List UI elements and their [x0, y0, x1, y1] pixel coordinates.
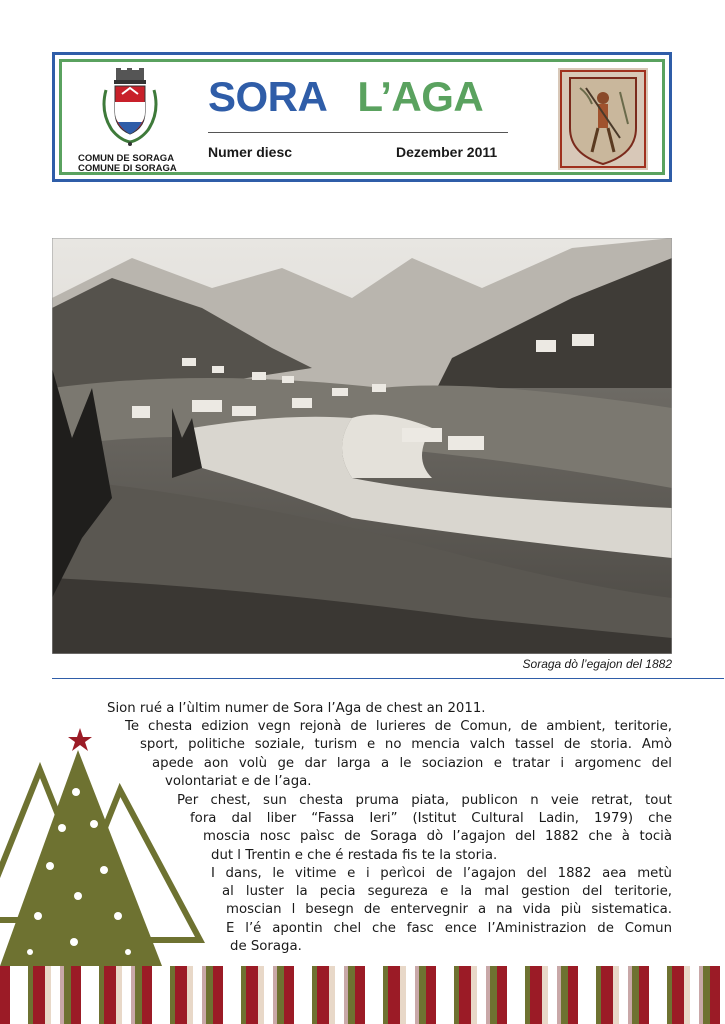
title-rule	[208, 132, 508, 133]
stripe	[471, 966, 477, 1024]
stripe	[513, 966, 521, 1024]
stripe	[0, 966, 10, 1024]
stripe	[415, 966, 419, 1024]
issue-date: Dezember 2011	[396, 144, 498, 160]
stripe	[442, 966, 450, 1024]
stripe	[619, 966, 628, 1024]
stripe	[672, 966, 684, 1024]
stripe	[548, 966, 557, 1024]
stripe	[284, 966, 294, 1024]
stripe	[459, 966, 471, 1024]
stripe	[187, 966, 193, 1024]
photo-caption: Soraga dò l’egajon del 1882	[522, 657, 672, 671]
stripe	[542, 966, 548, 1024]
stripe	[613, 966, 619, 1024]
article-line-11: al luster la pecia segureza e la mal gestion del teritorie,	[222, 884, 672, 899]
stripe	[703, 966, 710, 1024]
stripe	[521, 966, 525, 1024]
stripe	[355, 966, 365, 1024]
stripe	[655, 966, 663, 1024]
stripe	[193, 966, 202, 1024]
comune-label	[78, 154, 177, 174]
stripe	[135, 966, 142, 1024]
stripe	[561, 966, 568, 1024]
stripe	[557, 966, 561, 1024]
stripe	[237, 966, 241, 1024]
stripe	[277, 966, 284, 1024]
stripe	[142, 966, 152, 1024]
stripe	[335, 966, 344, 1024]
title-word-aga: L’AGA	[357, 73, 484, 120]
stripe	[530, 966, 542, 1024]
stripe	[223, 966, 229, 1024]
article-line-6: Per chest, sun chesta pruma piata, publicon n veie retrat, tout	[177, 793, 672, 808]
article-line-2: Te chesta edizion vegn rejonà de lurieres de Comun, de ambient, teritorie,	[125, 719, 672, 734]
stripe	[229, 966, 237, 1024]
article-line-14: de Soraga.	[230, 939, 302, 954]
stripe	[64, 966, 71, 1024]
stripe	[300, 966, 308, 1024]
stripe	[486, 966, 490, 1024]
stripe	[24, 966, 28, 1024]
stripe	[699, 966, 703, 1024]
stripe	[99, 966, 104, 1024]
masthead	[52, 52, 672, 182]
stripe	[649, 966, 655, 1024]
stripe	[497, 966, 507, 1024]
stripe	[33, 966, 45, 1024]
stripe	[596, 966, 601, 1024]
stripe	[578, 966, 584, 1024]
stripe	[158, 966, 166, 1024]
stripe	[51, 966, 60, 1024]
stripe	[131, 966, 135, 1024]
historic-photo-soraga-flood	[52, 238, 672, 654]
stripe	[720, 966, 725, 1024]
heraldic-emblem-icon	[558, 68, 648, 170]
stripe	[264, 966, 273, 1024]
article-line-12: moscian l besegn de entervegnir a na vida più sistematica.	[226, 902, 672, 917]
stripe	[45, 966, 51, 1024]
stripe	[308, 966, 312, 1024]
stripe	[584, 966, 592, 1024]
stripe	[663, 966, 667, 1024]
article-line-5: volontariat e de l’aga.	[165, 774, 312, 789]
comune-line-1: COMUN DE SORAGA	[78, 153, 175, 164]
stripe	[294, 966, 300, 1024]
stripe	[477, 966, 486, 1024]
stripe	[122, 966, 131, 1024]
stripe	[388, 966, 400, 1024]
stripe	[406, 966, 415, 1024]
stripe	[312, 966, 317, 1024]
stripe	[166, 966, 170, 1024]
article-line-9: dut l Trentin e che é restada fis te la storia.	[211, 848, 498, 863]
stripe	[246, 966, 258, 1024]
stripe	[684, 966, 690, 1024]
stripe	[116, 966, 122, 1024]
stripe	[400, 966, 406, 1024]
stripe	[639, 966, 649, 1024]
stripe	[568, 966, 578, 1024]
stripe	[152, 966, 158, 1024]
stripe	[10, 966, 16, 1024]
stripe	[632, 966, 639, 1024]
stripe	[710, 966, 720, 1024]
stripe	[60, 966, 64, 1024]
stripe	[365, 966, 371, 1024]
stripe	[104, 966, 116, 1024]
stripe	[690, 966, 699, 1024]
stripe	[95, 966, 99, 1024]
title-word-sora: SORA	[208, 73, 328, 120]
article-line-7: fora dal liber “Fassa Ieri” (Istitut Cultural Ladin, 1979) che	[190, 811, 672, 826]
stripe	[371, 966, 379, 1024]
stripe	[490, 966, 497, 1024]
stripe	[81, 966, 87, 1024]
article-line-3: sport, politiche soziale, turism e no mencia valch tassel de storia. Amò	[140, 737, 672, 752]
stripe	[241, 966, 246, 1024]
newsletter-title	[208, 74, 483, 120]
stripe	[450, 966, 454, 1024]
stripe	[273, 966, 277, 1024]
stripe	[436, 966, 442, 1024]
masthead-inner-border	[59, 59, 665, 175]
issue-number: Numer diesc	[208, 144, 293, 160]
stripe	[383, 966, 388, 1024]
stripe	[454, 966, 459, 1024]
stripe	[592, 966, 596, 1024]
stripe	[344, 966, 348, 1024]
coat-of-arms-icon	[98, 68, 162, 148]
stripe	[28, 966, 33, 1024]
comune-line-2: COMUNE DI SORAGA	[78, 163, 177, 174]
stripe	[379, 966, 383, 1024]
stripe	[71, 966, 81, 1024]
stripe	[202, 966, 206, 1024]
stripe	[507, 966, 513, 1024]
stripe	[317, 966, 329, 1024]
article-line-8: moscia nosc paìsc de Soraga dò l’agajon del 1882 che à tocià	[203, 829, 672, 844]
stripe	[206, 966, 213, 1024]
stripe	[258, 966, 264, 1024]
stripe	[419, 966, 426, 1024]
article-line-1: Sion rué a l’ùltim numer de Sora l’Aga de chest an 2011.	[107, 701, 486, 716]
decorative-stripes	[0, 966, 725, 1024]
stripe	[601, 966, 613, 1024]
stripe	[170, 966, 175, 1024]
stripe	[667, 966, 672, 1024]
article-line-10: I dans, le vitime e i perìcoi de l’agajon del 1882 aea metù	[211, 866, 672, 881]
article-line-4: apede aon volù ge dar larga a le sociazion e tratar i argomenc del	[152, 756, 672, 771]
stripe	[426, 966, 436, 1024]
stripe	[348, 966, 355, 1024]
stripe	[16, 966, 24, 1024]
section-divider	[52, 678, 724, 679]
stripe	[628, 966, 632, 1024]
article-line-13: E l’é apontin chel che fasc ence l’Aministrazion de Comun	[226, 921, 672, 936]
stripe	[87, 966, 95, 1024]
stripe	[175, 966, 187, 1024]
stripe	[525, 966, 530, 1024]
stripe	[329, 966, 335, 1024]
stripe	[213, 966, 223, 1024]
